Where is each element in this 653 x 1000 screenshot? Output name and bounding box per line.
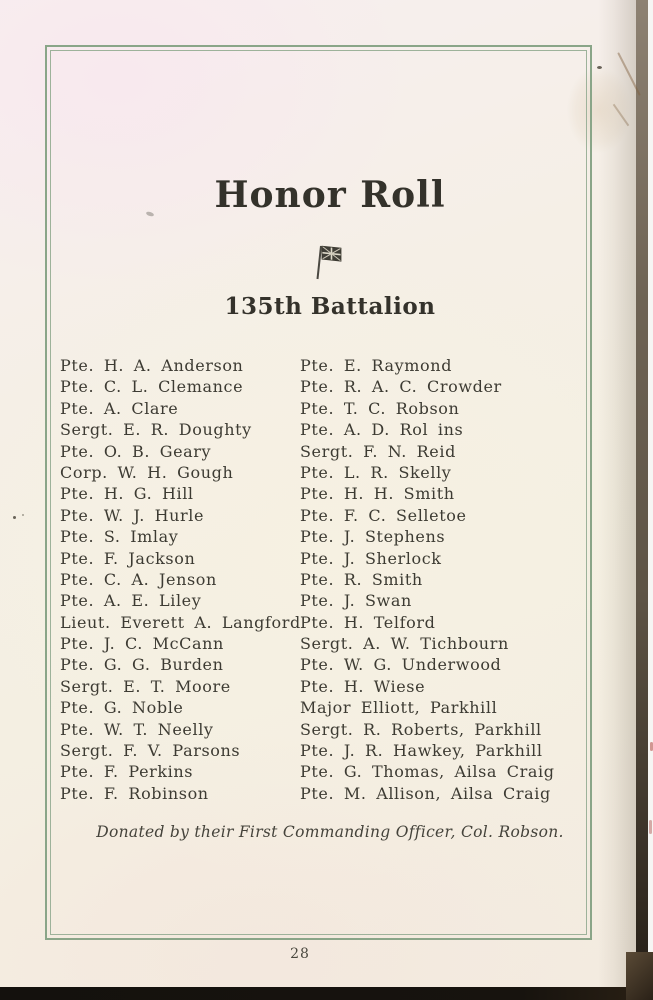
page-content (60, 0, 600, 1000)
roll-name: Corp. W. H. Gough (60, 462, 234, 482)
honor-roll-right-column (300, 355, 600, 804)
book-page-edges (636, 0, 648, 1000)
roll-name: Pte. F. Perkins (60, 762, 194, 782)
roll-name: Pte. F. Robinson (60, 783, 209, 803)
roll-name: Pte. H. A. Anderson (60, 356, 244, 375)
roll-name: Pte. W. T. Neelly (60, 719, 214, 739)
roll-name: Pte. G. Thomas, Ailsa Craig (300, 762, 555, 782)
roll-name: Pte. J. R. Hawkey, Parkhill (300, 741, 543, 761)
roll-name: Pte. L. R. Skelly (300, 462, 452, 482)
roll-name: Pte. A. D. Rol ins (300, 420, 464, 440)
roll-name: Pte. T. C. Robson (300, 398, 460, 418)
roll-name: Sergt. A. W. Tichbourn (300, 634, 509, 654)
roll-name: Lieut. Everett A. Langford (60, 612, 301, 632)
roll-name: Pte. J. Stephens (300, 527, 446, 547)
paper-speck (649, 820, 652, 834)
roll-name: Pte. W. G. Underwood (300, 655, 502, 675)
page-title: Honor Roll (214, 174, 446, 216)
roll-name: Sergt. E. T. Moore (60, 676, 231, 696)
roll-name: Pte. M. Allison, Ailsa Craig (300, 783, 551, 803)
roll-name: Pte. R. A. C. Crowder (300, 377, 502, 397)
union-jack-flag-icon (313, 243, 347, 281)
roll-name: Pte. J. Sherlock (300, 548, 442, 568)
honor-roll-columns (60, 355, 600, 804)
roll-name: Pte. H. G. Hill (60, 484, 194, 504)
page-number: 28 (290, 946, 310, 962)
roll-name: Sergt. E. R. Doughty (60, 420, 252, 440)
flag-container (60, 243, 600, 285)
roll-name: Pte. E. Raymond (300, 356, 453, 375)
roll-name: Sergt. F. V. Parsons (60, 741, 241, 761)
roll-name: Pte. A. Clare (60, 398, 179, 418)
roll-name: Major Elliott, Parkhill (300, 698, 498, 718)
paper-speck (13, 516, 16, 519)
battalion-heading: 135th Battalion (224, 293, 436, 320)
next-page-edge (648, 0, 653, 1000)
roll-name: Pte. F. C. Selletoe (300, 505, 467, 525)
roll-name: Sergt. R. Roberts, Parkhill (300, 719, 542, 739)
roll-name: Pte. H. Telford (300, 612, 436, 632)
roll-name: Pte. A. E. Liley (60, 591, 202, 611)
roll-name: Pte. C. A. Jenson (60, 569, 217, 589)
roll-name: Pte. G. G. Burden (60, 655, 224, 675)
roll-name: Pte. J. C. McCann (60, 634, 224, 654)
honor-roll-left-column (60, 355, 300, 804)
paper-speck (22, 514, 24, 516)
roll-name: Pte. H. Wiese (300, 676, 426, 696)
roll-name: Sergt. F. N. Reid (300, 441, 456, 461)
roll-name: Pte. S. Imlay (60, 527, 179, 547)
roll-name: Pte. G. Noble (60, 698, 184, 718)
roll-name: Pte. F. Jackson (60, 548, 196, 568)
donation-caption: Donated by their First Commanding Officer, Col. Robson. (96, 823, 564, 841)
roll-name: Pte. H. H. Smith (300, 484, 455, 504)
roll-name: Pte. R. Smith (300, 569, 423, 589)
roll-name: Pte. C. L. Clemance (60, 377, 244, 397)
binding-corner-shadow (626, 952, 653, 1000)
roll-name: Pte. O. B. Geary (60, 441, 212, 461)
roll-name: Pte. W. J. Hurle (60, 505, 205, 525)
roll-name: Pte. J. Swan (300, 591, 412, 611)
